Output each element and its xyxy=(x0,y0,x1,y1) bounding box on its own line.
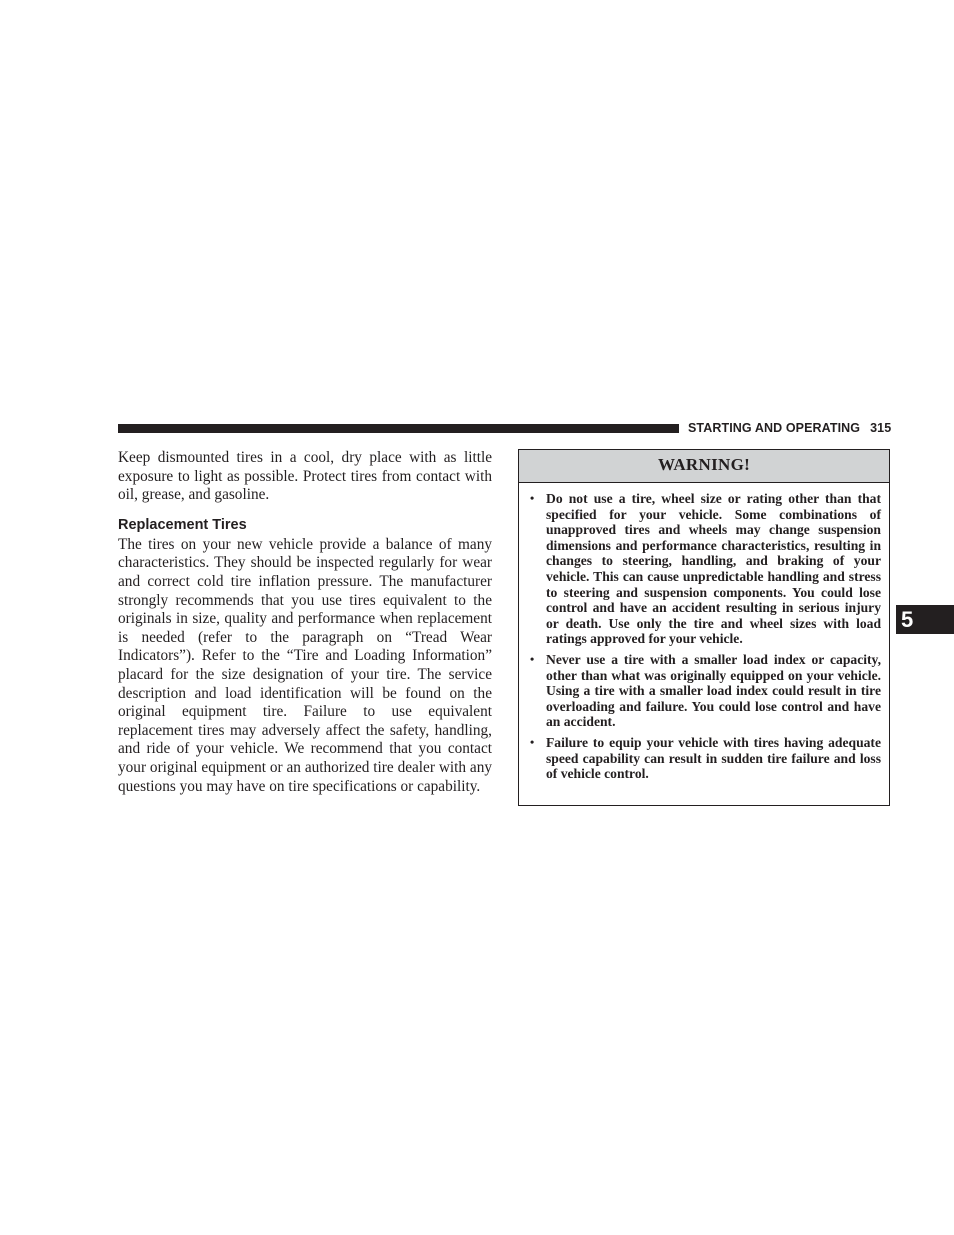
warning-item xyxy=(529,735,881,782)
bullet-icon: • xyxy=(530,734,535,749)
chapter-tab xyxy=(896,605,954,634)
page-number: 315 xyxy=(870,421,892,435)
left-column xyxy=(118,449,492,796)
body-paragraph: The tires on your new vehicle provide a balance of many characteristics. They should be inspected regularly for wear and correct cold tire inflation pressure. The manufacturer strongly recommends that you use tires equivalent to the originals in size, quality and performance when replacement is needed (refer to the paragraph on “Tread Wear Indicators”). Refer to the “Tire and Loading Information” placard for the size designation of your tire. The service description and load identification will be found on the original equipment tire. Failure to use equivalent replacement tires may adversely affect the safety, handling, and ride of your vehicle. We recommend that you contact your original equipment or an authorized tire dealer with any questions you may have on tire specifications or capability. xyxy=(118,535,492,795)
bullet-icon: • xyxy=(530,651,535,666)
warning-item-text: Never use a tire with a smaller load index or capacity, other than what was originally equipped on your vehicle. Using a tire with a smaller load index could result in tire overloading and failure. You could lose control and have an accident. xyxy=(546,651,881,730)
warning-item-text: Do not use a tire, wheel size or rating other than that specified for your vehicle. Some combinations of unapproved tires and wheels may change suspension dimensions and performance characteristics, resulting in changes to steering, handling, and braking of your vehicle. This can cause unpredictable handling and stress to steering and suspension components. You could lose control and have an accident resulting in serious injury or death. Use only the tire and wheel sizes with load ratings approved for your vehicle. xyxy=(546,491,881,647)
running-header xyxy=(688,420,891,436)
warning-item-text: Failure to equip your vehicle with tires having adequate speed capability can result in sudden tire failure and loss of vehicle control. xyxy=(546,734,881,782)
section-heading: Replacement Tires xyxy=(118,516,247,533)
warning-item xyxy=(529,652,881,730)
chapter-number: 5 xyxy=(901,607,914,632)
bullet-icon: • xyxy=(530,491,535,505)
warning-list xyxy=(519,483,889,782)
intro-paragraph: Keep dismounted tires in a cool, dry place with as little exposure to light as possible. Protect tires from contact with oil, grease, and gasoline. xyxy=(118,449,492,504)
warning-item xyxy=(529,491,881,647)
warning-box xyxy=(518,449,890,806)
header-rule xyxy=(118,424,679,433)
warning-title: WARNING! xyxy=(519,450,889,483)
header-section-title: STARTING AND OPERATING xyxy=(688,421,861,435)
